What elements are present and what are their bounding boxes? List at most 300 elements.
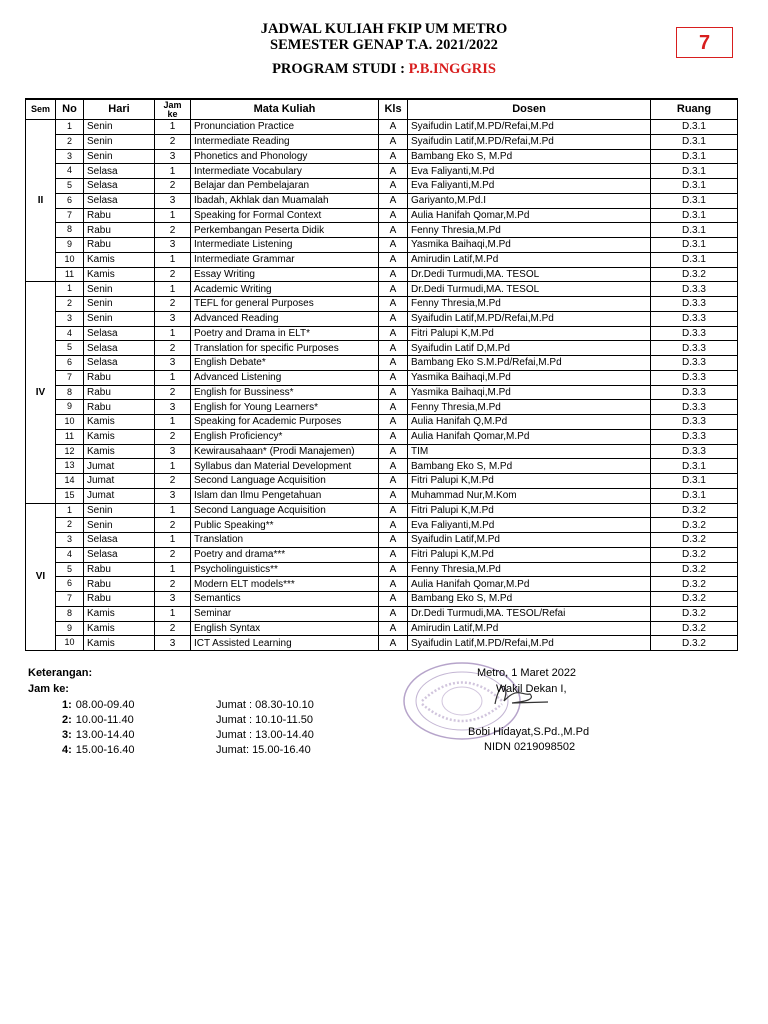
cell-ruang: D.3.1 xyxy=(651,164,738,179)
cell-kls: A xyxy=(379,164,408,179)
cell-jam: 3 xyxy=(155,592,191,607)
cell-mk: Advanced Reading xyxy=(191,311,379,326)
cell-jam: 2 xyxy=(155,385,191,400)
cell-dosen: Amirudin Latif,M.Pd xyxy=(408,621,651,636)
table-row xyxy=(26,385,738,400)
cell-jam: 1 xyxy=(155,415,191,430)
table-row xyxy=(26,459,738,474)
cell-hari: Kamis xyxy=(84,636,155,651)
table-row xyxy=(26,533,738,548)
cell-no: 1 xyxy=(56,120,84,135)
cell-mk: English Syntax xyxy=(191,621,379,636)
cell-no: 4 xyxy=(56,547,84,562)
cell-ruang: D.3.1 xyxy=(651,223,738,238)
cell-ruang: D.3.3 xyxy=(651,356,738,371)
cell-dosen: Syaifudin Latif,M.Pd xyxy=(408,533,651,548)
cell-dosen: Syaifudin Latif D,M.Pd xyxy=(408,341,651,356)
col-header-no: No xyxy=(56,99,84,120)
cell-mk: Second Language Acquisition xyxy=(191,474,379,489)
cell-ruang: D.3.3 xyxy=(651,415,738,430)
cell-kls: A xyxy=(379,370,408,385)
cell-dosen: Syaifudin Latif,M.PD/Refai,M.Pd xyxy=(408,134,651,149)
col-header-sem: Sem xyxy=(26,99,56,120)
table-row xyxy=(26,474,738,489)
cell-hari: Selasa xyxy=(84,179,155,194)
cell-mk: Translation xyxy=(191,533,379,548)
cell-jam: 2 xyxy=(155,179,191,194)
cell-mk: Advanced Listening xyxy=(191,370,379,385)
cell-mk: Belajar dan Pembelajaran xyxy=(191,179,379,194)
cell-hari: Senin xyxy=(84,297,155,312)
cell-no: 1 xyxy=(56,282,84,297)
cell-no: 8 xyxy=(56,385,84,400)
cell-ruang: D.3.2 xyxy=(651,267,738,282)
cell-jam: 3 xyxy=(155,238,191,253)
table-row xyxy=(26,562,738,577)
cell-dosen: Fitri Palupi K,M.Pd xyxy=(408,474,651,489)
cell-kls: A xyxy=(379,179,408,194)
col-header-jam: Jam ke xyxy=(155,99,191,120)
cell-ruang: D.3.1 xyxy=(651,474,738,489)
cell-kls: A xyxy=(379,134,408,149)
cell-hari: Kamis xyxy=(84,621,155,636)
jam-jumat-time: Jumat : 13.00-14.40 xyxy=(216,729,314,741)
cell-dosen: Dr.Dedi Turmudi,MA. TESOL xyxy=(408,267,651,282)
jam-time: 08.00-09.40 xyxy=(75,699,135,711)
jam-number: 2 xyxy=(62,714,69,726)
cell-jam: 1 xyxy=(155,120,191,135)
cell-ruang: D.3.2 xyxy=(651,621,738,636)
table-row xyxy=(26,341,738,356)
cell-hari: Jumat xyxy=(84,488,155,503)
cell-hari: Rabu xyxy=(84,400,155,415)
table-row xyxy=(26,267,738,282)
cell-jam: 3 xyxy=(155,356,191,371)
cell-ruang: D.3.3 xyxy=(651,311,738,326)
cell-ruang: D.3.1 xyxy=(651,193,738,208)
cell-hari: Rabu xyxy=(84,208,155,223)
cell-no: 10 xyxy=(56,636,84,651)
cell-hari: Selasa xyxy=(84,326,155,341)
cell-kls: A xyxy=(379,326,408,341)
cell-jam: 1 xyxy=(155,164,191,179)
cell-jam: 2 xyxy=(155,341,191,356)
cell-mk: Psycholinguistics** xyxy=(191,562,379,577)
cell-mk: Intermediate Vocabulary xyxy=(191,164,379,179)
jam-jumat-time: Jumat : 10.10-11.50 xyxy=(216,714,314,726)
cell-mk: Modern ELT models*** xyxy=(191,577,379,592)
cell-dosen: Syaifudin Latif,M.PD/Refai,M.Pd xyxy=(408,636,651,651)
cell-kls: A xyxy=(379,459,408,474)
cell-no: 7 xyxy=(56,208,84,223)
table-row xyxy=(26,370,738,385)
cell-kls: A xyxy=(379,518,408,533)
cell-hari: Senin xyxy=(84,134,155,149)
cell-kls: A xyxy=(379,149,408,164)
cell-kls: A xyxy=(379,341,408,356)
cell-dosen: Fitri Palupi K,M.Pd xyxy=(408,547,651,562)
cell-kls: A xyxy=(379,120,408,135)
cell-dosen: Eva Faliyanti,M.Pd xyxy=(408,518,651,533)
cell-ruang: D.3.3 xyxy=(651,370,738,385)
cell-hari: Selasa xyxy=(84,533,155,548)
cell-jam: 2 xyxy=(155,297,191,312)
jam-item: 1: 08.00-09.40 xyxy=(62,699,135,711)
cell-kls: A xyxy=(379,193,408,208)
cell-mk: Semantics xyxy=(191,592,379,607)
cell-no: 7 xyxy=(56,592,84,607)
cell-jam: 2 xyxy=(155,134,191,149)
cell-no: 8 xyxy=(56,606,84,621)
cell-no: 3 xyxy=(56,533,84,548)
cell-mk: Speaking for Formal Context xyxy=(191,208,379,223)
cell-ruang: D.3.1 xyxy=(651,134,738,149)
cell-dosen: Bambang Eko S, M.Pd xyxy=(408,459,651,474)
cell-ruang: D.3.2 xyxy=(651,518,738,533)
table-row xyxy=(26,547,738,562)
cell-mk: Syllabus dan Material Development xyxy=(191,459,379,474)
cell-hari: Selasa xyxy=(84,341,155,356)
cell-dosen: Dr.Dedi Turmudi,MA. TESOL xyxy=(408,282,651,297)
cell-dosen: TIM xyxy=(408,444,651,459)
cell-hari: Selasa xyxy=(84,193,155,208)
cell-no: 9 xyxy=(56,238,84,253)
cell-dosen: Bambang Eko S, M.Pd xyxy=(408,592,651,607)
table-row xyxy=(26,444,738,459)
cell-kls: A xyxy=(379,356,408,371)
cell-ruang: D.3.3 xyxy=(651,282,738,297)
cell-jam: 3 xyxy=(155,636,191,651)
table-row xyxy=(26,134,738,149)
cell-hari: Senin xyxy=(84,503,155,518)
cell-mk: Essay Writing xyxy=(191,267,379,282)
cell-dosen: Bambang Eko S, M.Pd xyxy=(408,149,651,164)
cell-no: 6 xyxy=(56,193,84,208)
cell-ruang: D.3.3 xyxy=(651,297,738,312)
table-row xyxy=(26,149,738,164)
cell-kls: A xyxy=(379,208,408,223)
cell-jam: 1 xyxy=(155,252,191,267)
cell-no: 4 xyxy=(56,326,84,341)
cell-hari: Kamis xyxy=(84,415,155,430)
cell-no: 2 xyxy=(56,134,84,149)
cell-mk: English Proficiency* xyxy=(191,429,379,444)
col-header-kls: Kls xyxy=(379,99,408,120)
cell-jam: 2 xyxy=(155,223,191,238)
cell-jam: 2 xyxy=(155,267,191,282)
table-row xyxy=(26,415,738,430)
cell-mk: Pronunciation Practice xyxy=(191,120,379,135)
table-row xyxy=(26,577,738,592)
cell-ruang: D.3.1 xyxy=(651,252,738,267)
cell-ruang: D.3.2 xyxy=(651,577,738,592)
jam-jumat-time: Jumat : 08.30-10.10 xyxy=(216,699,314,711)
cell-ruang: D.3.3 xyxy=(651,385,738,400)
semester-cell: II xyxy=(26,120,56,282)
table-row xyxy=(26,606,738,621)
cell-mk: Academic Writing xyxy=(191,282,379,297)
cell-mk: TEFL for general Purposes xyxy=(191,297,379,312)
cell-dosen: Fitri Palupi K,M.Pd xyxy=(408,503,651,518)
cell-mk: Seminar xyxy=(191,606,379,621)
jam-item: 4: 15.00-16.40 xyxy=(62,744,135,756)
table-row xyxy=(26,400,738,415)
cell-hari: Senin xyxy=(84,518,155,533)
cell-hari: Rabu xyxy=(84,385,155,400)
cell-jam: 2 xyxy=(155,621,191,636)
cell-no: 9 xyxy=(56,621,84,636)
table-row xyxy=(26,326,738,341)
cell-mk: ICT Assisted Learning xyxy=(191,636,379,651)
cell-hari: Selasa xyxy=(84,164,155,179)
cell-ruang: D.3.3 xyxy=(651,326,738,341)
cell-dosen: Yasmika Baihaqi,M.Pd xyxy=(408,238,651,253)
cell-no: 10 xyxy=(56,415,84,430)
cell-hari: Jumat xyxy=(84,459,155,474)
cell-jam: 1 xyxy=(155,208,191,223)
cell-no: 3 xyxy=(56,149,84,164)
cell-no: 9 xyxy=(56,400,84,415)
semester-cell: VI xyxy=(26,503,56,651)
cell-jam: 1 xyxy=(155,370,191,385)
cell-hari: Kamis xyxy=(84,444,155,459)
col-header-mata-kuliah: Mata Kuliah xyxy=(191,99,379,120)
cell-ruang: D.3.2 xyxy=(651,636,738,651)
cell-mk: Translation for specific Purposes xyxy=(191,341,379,356)
keterangan-label: Keterangan: xyxy=(28,667,93,679)
cell-dosen: Yasmika Baihaqi,M.Pd xyxy=(408,370,651,385)
cell-no: 4 xyxy=(56,164,84,179)
cell-kls: A xyxy=(379,252,408,267)
semester-cell: IV xyxy=(26,282,56,503)
table-row xyxy=(26,223,738,238)
jam-number: 1 xyxy=(62,699,69,711)
cell-ruang: D.3.1 xyxy=(651,179,738,194)
cell-no: 5 xyxy=(56,562,84,577)
cell-no: 11 xyxy=(56,429,84,444)
cell-dosen: Eva Faliyanti,M.Pd xyxy=(408,164,651,179)
cell-kls: A xyxy=(379,429,408,444)
cell-no: 13 xyxy=(56,459,84,474)
table-row xyxy=(26,356,738,371)
cell-hari: Jumat xyxy=(84,474,155,489)
table-row xyxy=(26,252,738,267)
cell-jam: 2 xyxy=(155,577,191,592)
cell-hari: Rabu xyxy=(84,577,155,592)
cell-no: 1 xyxy=(56,503,84,518)
table-row xyxy=(26,518,738,533)
cell-jam: 1 xyxy=(155,606,191,621)
cell-dosen: Fenny Thresia,M.Pd xyxy=(408,400,651,415)
table-row xyxy=(26,164,738,179)
cell-kls: A xyxy=(379,562,408,577)
cell-mk: Second Language Acquisition xyxy=(191,503,379,518)
cell-kls: A xyxy=(379,415,408,430)
cell-hari: Kamis xyxy=(84,429,155,444)
cell-hari: Senin xyxy=(84,282,155,297)
cell-jam: 3 xyxy=(155,149,191,164)
cell-mk: Intermediate Grammar xyxy=(191,252,379,267)
cell-hari: Kamis xyxy=(84,606,155,621)
cell-kls: A xyxy=(379,223,408,238)
cell-hari: Selasa xyxy=(84,547,155,562)
table-row xyxy=(26,621,738,636)
cell-dosen: Fitri Palupi K,M.Pd xyxy=(408,326,651,341)
cell-dosen: Amirudin Latif,M.Pd xyxy=(408,252,651,267)
signature-place-date: Metro, 1 Maret 2022 xyxy=(477,667,577,679)
cell-kls: A xyxy=(379,547,408,562)
cell-no: 5 xyxy=(56,179,84,194)
cell-kls: A xyxy=(379,267,408,282)
cell-no: 6 xyxy=(56,577,84,592)
cell-mk: English Debate* xyxy=(191,356,379,371)
signature-role: Wakil Dekan I, xyxy=(496,683,567,695)
cell-hari: Rabu xyxy=(84,562,155,577)
cell-kls: A xyxy=(379,297,408,312)
cell-jam: 1 xyxy=(155,326,191,341)
cell-kls: A xyxy=(379,474,408,489)
cell-mk: Ibadah, Akhlak dan Muamalah xyxy=(191,193,379,208)
cell-hari: Selasa xyxy=(84,356,155,371)
table-row xyxy=(26,179,738,194)
cell-dosen: Aulia Hanifah Qomar,M.Pd xyxy=(408,208,651,223)
table-row xyxy=(26,429,738,444)
table-row xyxy=(26,193,738,208)
cell-kls: A xyxy=(379,503,408,518)
cell-mk: Phonetics and Phonology xyxy=(191,149,379,164)
cell-ruang: D.3.3 xyxy=(651,341,738,356)
cell-ruang: D.3.2 xyxy=(651,562,738,577)
cell-mk: Poetry and Drama in ELT* xyxy=(191,326,379,341)
jam-jumat-time: Jumat: 15.00-16.40 xyxy=(216,744,311,756)
cell-no: 5 xyxy=(56,341,84,356)
cell-jam: 2 xyxy=(155,429,191,444)
cell-kls: A xyxy=(379,238,408,253)
cell-ruang: D.3.3 xyxy=(651,429,738,444)
cell-kls: A xyxy=(379,636,408,651)
cell-no: 3 xyxy=(56,311,84,326)
cell-ruang: D.3.1 xyxy=(651,120,738,135)
cell-no: 10 xyxy=(56,252,84,267)
program-line xyxy=(0,61,768,78)
cell-no: 8 xyxy=(56,223,84,238)
cell-ruang: D.3.2 xyxy=(651,503,738,518)
cell-no: 11 xyxy=(56,267,84,282)
cell-kls: A xyxy=(379,488,408,503)
cell-dosen: Fenny Thresia,M.Pd xyxy=(408,223,651,238)
jam-item: 3: 13.00-14.40 xyxy=(62,729,135,741)
cell-ruang: D.3.2 xyxy=(651,547,738,562)
cell-dosen: Fenny Thresia,M.Pd xyxy=(408,562,651,577)
cell-jam: 3 xyxy=(155,400,191,415)
cell-hari: Senin xyxy=(84,149,155,164)
cell-jam: 2 xyxy=(155,474,191,489)
cell-jam: 1 xyxy=(155,282,191,297)
cell-kls: A xyxy=(379,533,408,548)
cell-dosen: Aulia Hanifah Qomar,M.Pd xyxy=(408,429,651,444)
cell-kls: A xyxy=(379,385,408,400)
cell-kls: A xyxy=(379,400,408,415)
cell-ruang: D.3.2 xyxy=(651,533,738,548)
col-header-dosen: Dosen xyxy=(408,99,651,120)
cell-mk: Kewirausahaan* (Prodi Manajemen) xyxy=(191,444,379,459)
page-number-box: 7 xyxy=(676,27,733,58)
cell-hari: Kamis xyxy=(84,252,155,267)
cell-mk: English for Bussiness* xyxy=(191,385,379,400)
program-label: PROGRAM STUDI : xyxy=(272,61,409,77)
cell-kls: A xyxy=(379,592,408,607)
table-row xyxy=(26,282,738,297)
jam-item: 2: 10.00-11.40 xyxy=(62,714,134,726)
cell-dosen: Muhammad Nur,M.Kom xyxy=(408,488,651,503)
table-row xyxy=(26,503,738,518)
cell-dosen: Bambang Eko S.M.Pd/Refai,M.Pd xyxy=(408,356,651,371)
table-row xyxy=(26,297,738,312)
cell-ruang: D.3.1 xyxy=(651,238,738,253)
cell-kls: A xyxy=(379,282,408,297)
cell-kls: A xyxy=(379,606,408,621)
cell-ruang: D.3.1 xyxy=(651,459,738,474)
cell-jam: 2 xyxy=(155,547,191,562)
cell-mk: Poetry and drama*** xyxy=(191,547,379,562)
cell-ruang: D.3.3 xyxy=(651,444,738,459)
cell-jam: 3 xyxy=(155,193,191,208)
cell-ruang: D.3.1 xyxy=(651,488,738,503)
cell-jam: 1 xyxy=(155,459,191,474)
cell-ruang: D.3.3 xyxy=(651,400,738,415)
cell-no: 12 xyxy=(56,444,84,459)
cell-mk: Perkembangan Peserta Didik xyxy=(191,223,379,238)
cell-jam: 3 xyxy=(155,311,191,326)
cell-no: 14 xyxy=(56,474,84,489)
cell-no: 2 xyxy=(56,297,84,312)
jam-ke-label: Jam ke: xyxy=(28,683,69,695)
cell-kls: A xyxy=(379,577,408,592)
cell-mk: Islam dan Ilmu Pengetahuan xyxy=(191,488,379,503)
cell-hari: Rabu xyxy=(84,370,155,385)
cell-hari: Rabu xyxy=(84,238,155,253)
cell-jam: 3 xyxy=(155,488,191,503)
cell-dosen: Aulia Hanifah Q,M.Pd xyxy=(408,415,651,430)
program-value: P.B.INGGRIS xyxy=(408,61,496,77)
cell-ruang: D.3.2 xyxy=(651,592,738,607)
cell-jam: 3 xyxy=(155,444,191,459)
cell-dosen: Fenny Thresia,M.Pd xyxy=(408,297,651,312)
cell-ruang: D.3.1 xyxy=(651,208,738,223)
table-row xyxy=(26,592,738,607)
cell-hari: Senin xyxy=(84,120,155,135)
cell-dosen: Aulia Hanifah Qomar,M.Pd xyxy=(408,577,651,592)
cell-jam: 2 xyxy=(155,518,191,533)
cell-mk: English for Young Learners* xyxy=(191,400,379,415)
table-row xyxy=(26,120,738,135)
cell-no: 2 xyxy=(56,518,84,533)
cell-no: 15 xyxy=(56,488,84,503)
col-header-hari: Hari xyxy=(84,99,155,120)
cell-dosen: Syaifudin Latif,M.PD/Refai,M.Pd xyxy=(408,311,651,326)
jam-time: 13.00-14.40 xyxy=(75,729,135,741)
cell-hari: Rabu xyxy=(84,592,155,607)
table-row xyxy=(26,636,738,651)
jam-number: 3 xyxy=(62,729,69,741)
table-row xyxy=(26,208,738,223)
title-line-1: JADWAL KULIAH FKIP UM METRO xyxy=(260,21,508,37)
col-header-ruang: Ruang xyxy=(651,99,738,120)
cell-hari: Kamis xyxy=(84,267,155,282)
cell-hari: Rabu xyxy=(84,223,155,238)
jam-number: 4 xyxy=(62,744,69,756)
cell-no: 7 xyxy=(56,370,84,385)
